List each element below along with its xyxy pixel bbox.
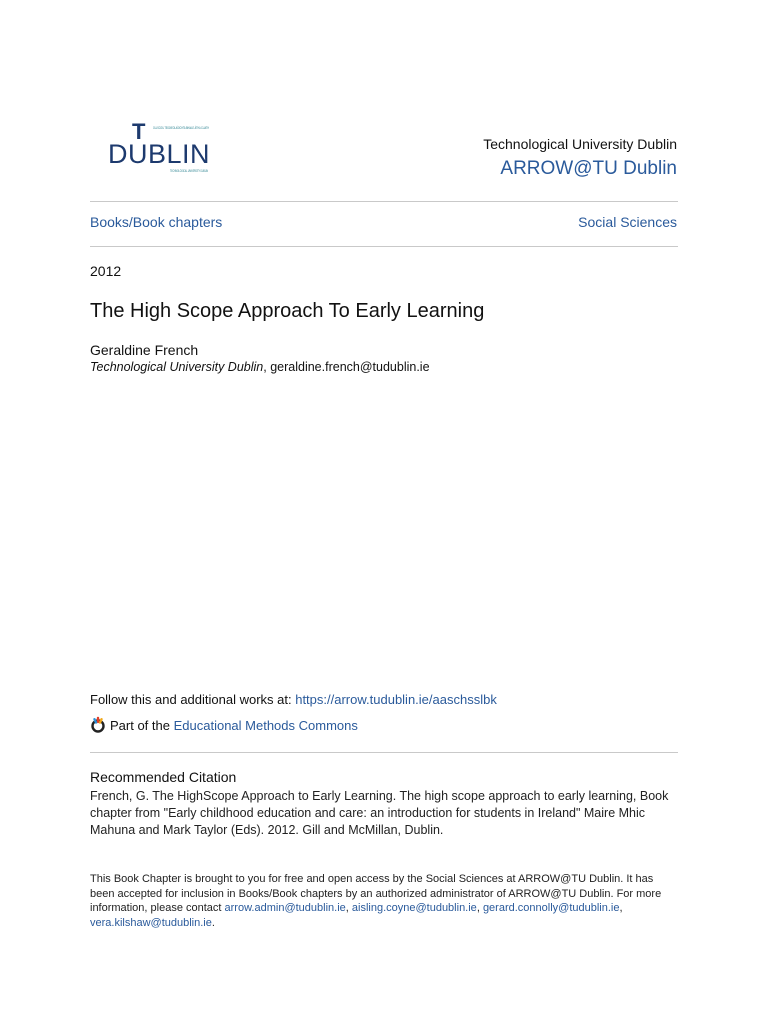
affiliation-separator: , [263,360,271,374]
logo-small-text-top: OLLSCOIL TEICNEOLAÍOCHTA BHAILE ÁTHA CLIATH [153,126,210,130]
follow-prefix: Follow this and additional works at: [90,692,296,707]
tu-dublin-logo-graphic [92,118,220,182]
author-name: Geraldine French [90,342,199,358]
part-of-line [90,716,358,734]
license-end: . [211,916,215,929]
divider-top [90,201,678,202]
document-title: The High Scope Approach To Early Learning [90,300,485,322]
citation-heading: Recommended Citation [90,769,237,785]
tu-dublin-logo [92,118,220,182]
institution-name: Technological University Dublin [483,136,677,152]
divider-nav [90,246,678,247]
commons-link[interactable]: Educational Methods Commons [173,717,358,733]
license-text: This Book Chapter is brought to you for free and open access by the Social Sciences at ARROW@TU Dublin. It has been accepted for inclusion in Books/Book chapters by an authorized administrator of ARROW@TU Dublin. For more information, please contact [90,873,662,914]
author-affiliation [90,360,430,374]
affiliation-name: Technological University Dublin [90,360,264,374]
divider-citation [90,752,678,753]
open-access-icon [90,716,106,734]
contact-email-link[interactable]: vera.kilshaw@tudublin.ie [90,916,212,929]
publication-year: 2012 [90,263,122,279]
follow-url-link[interactable]: https://arrow.tudublin.ie/aaschsslbk [295,692,497,707]
collection-link[interactable]: Books/Book chapters [90,214,223,230]
part-of-prefix: Part of the [110,717,170,733]
contact-separator: , [619,902,623,914]
contact-separator: , [476,902,483,914]
logo-small-text-bottom: TECHNOLOGICAL UNIVERSITY DUBLIN [170,169,209,173]
contact-email-link[interactable]: gerard.connolly@tudublin.ie [482,902,620,914]
contact-email-link[interactable]: aisling.coyne@tudublin.ie [351,902,477,914]
license-statement [90,872,680,930]
repository-link[interactable]: ARROW@TU Dublin [500,158,677,179]
discipline-link[interactable]: Social Sciences [578,214,677,230]
logo-top-letter: T [132,119,146,144]
logo-main-word: DUBLIN [108,139,211,169]
author-email: geraldine.french@tudublin.ie [270,360,430,374]
contact-separator: , [345,902,352,914]
contact-email-link[interactable]: arrow.admin@tudublin.ie [224,902,346,914]
citation-text: French, G. The HighScope Approach to Early Learning. The high scope approach to early learning, Book chapter from "Early childhood education and care: an introduction for students in Ireland" Maire Mhic Mahuna and Mark Taylor (Eds). 2012. Gill and McMillan, Dublin. [90,789,669,837]
follow-line [90,692,497,707]
